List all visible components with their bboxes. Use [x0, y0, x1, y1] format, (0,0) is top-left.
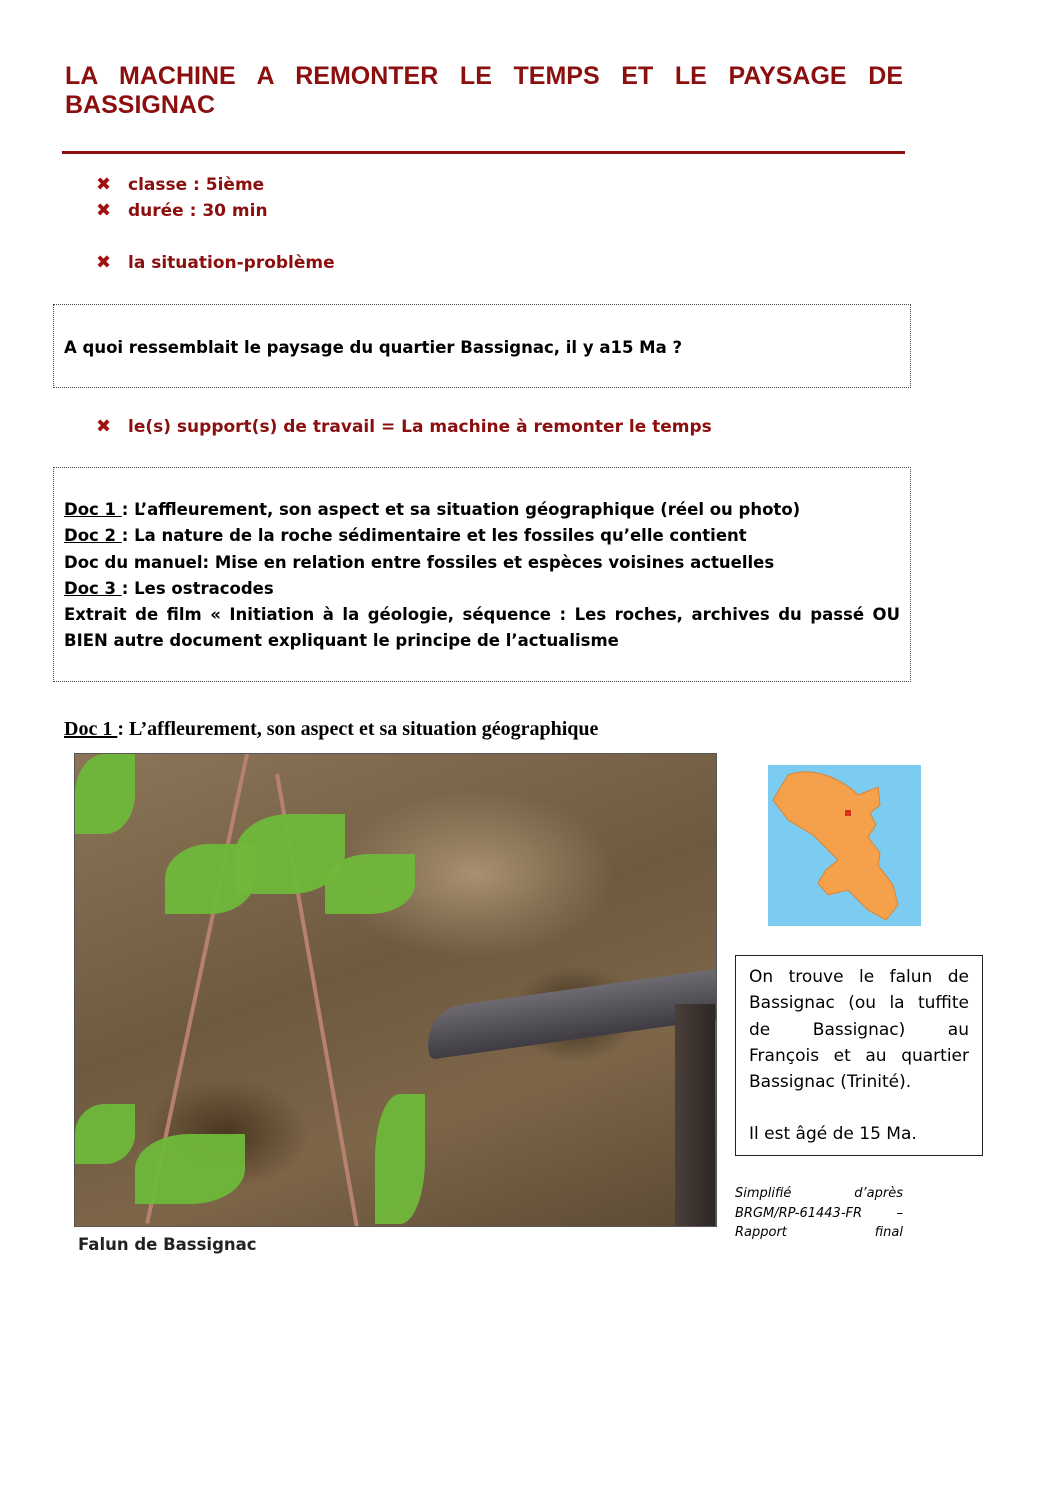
- supports-box: [53, 467, 911, 682]
- bullet-classe: [96, 174, 264, 195]
- bullet-situation: [96, 252, 335, 273]
- question-box: [53, 304, 911, 388]
- support-item: Doc 2 : La nature de la roche sédimentaire et les fossiles qu’elle contient: [64, 526, 747, 546]
- support-item: Extrait de film « Initiation à la géologie, séquence : Les roches, archives du passé OU BIEN autre document expliquant le principe de l’actualisme: [64, 605, 900, 651]
- bullet-text: le(s) support(s) de travail = La machine à remonter le temps: [128, 416, 712, 437]
- title-divider: [62, 151, 905, 154]
- support-item: Doc 1 : L’affleurement, son aspect et sa situation géographique (réel ou photo): [64, 500, 801, 519]
- support-item: Doc 3 : Les ostracodes: [64, 578, 274, 598]
- question-text: A quoi ressemblait le paysage du quartier Bassignac, il y a15 Ma ?: [64, 338, 683, 357]
- cross-mark-icon: ✖: [96, 416, 112, 437]
- outcrop-photo: [74, 753, 717, 1227]
- bullet-text: la situation-problème: [128, 252, 335, 273]
- bullet-text: classe : 5ième: [128, 174, 265, 195]
- cross-mark-icon: ✖: [96, 252, 112, 273]
- bullet-supports: [96, 416, 712, 437]
- photo-caption: Falun de Bassignac: [78, 1235, 257, 1254]
- bullet-text: durée : 30 min: [128, 200, 268, 221]
- support-item: Doc du manuel: Mise en relation entre fossiles et espèces voisines actuelles: [64, 552, 775, 572]
- page-title: LA MACHINE A REMONTER LE TEMPS ET LE PAYSAGE DE BASSIGNAC: [65, 62, 903, 119]
- info-text: On trouve le falun de Bassignac (ou la tuffite de Bassignac) au François et au quartier Bassignac (Trinité).: [749, 967, 969, 1093]
- bullet-duree: [96, 200, 268, 221]
- cross-mark-icon: ✖: [96, 200, 112, 221]
- cross-mark-icon: ✖: [96, 174, 112, 195]
- source-citation: Simplifié d’après BRGM/RP-61443-FR – Rapport final: [735, 1186, 903, 1240]
- location-info-box: [735, 955, 983, 1156]
- doc1-heading: Doc 1 : L’affleurement, son aspect et sa situation géographique: [64, 718, 599, 740]
- martinique-map: [768, 765, 921, 926]
- info-age: Il est âgé de 15 Ma.: [749, 1124, 917, 1145]
